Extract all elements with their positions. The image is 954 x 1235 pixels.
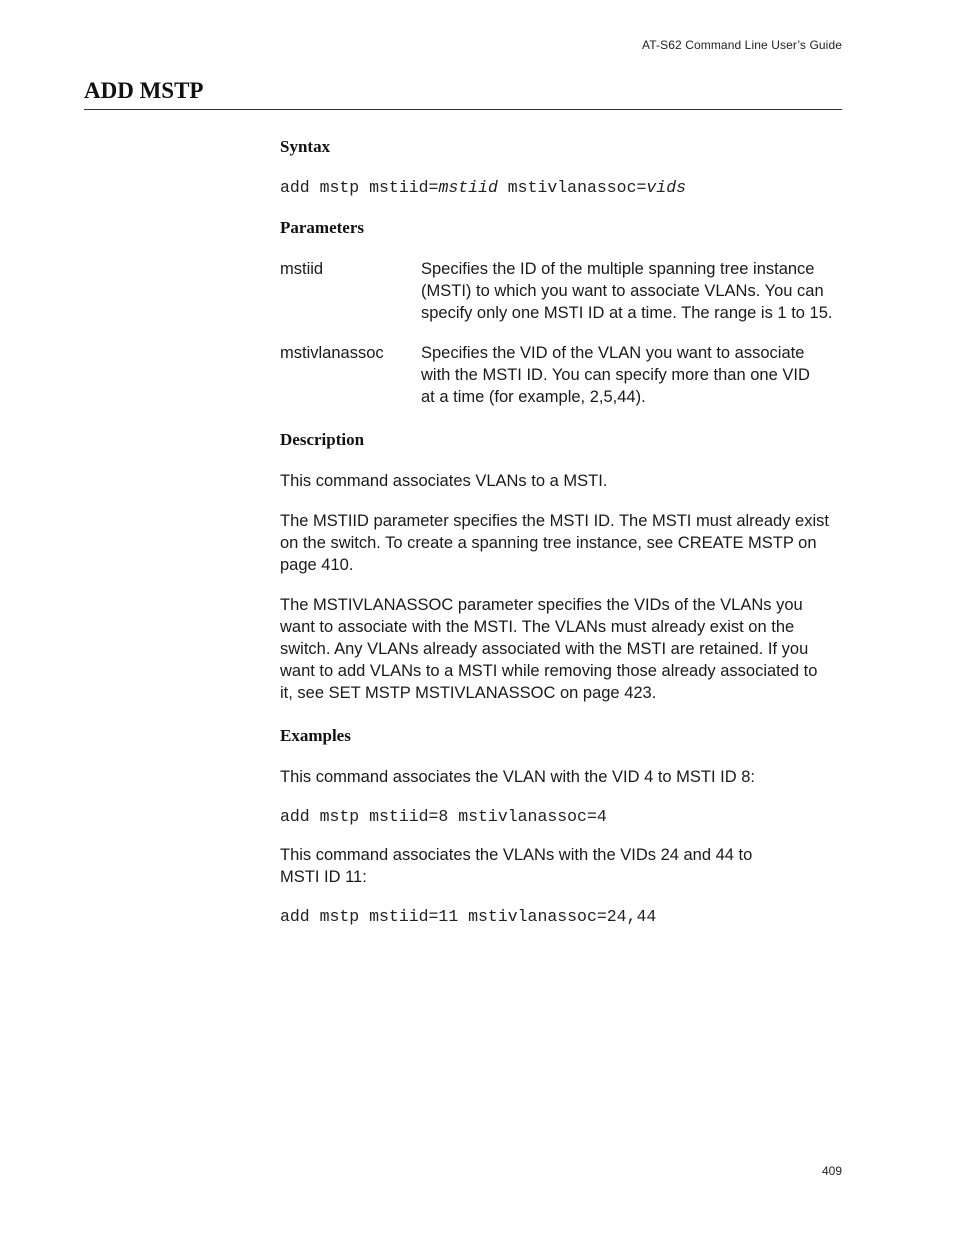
syntax-command: [280, 178, 686, 197]
syntax-arg-mstiid: mstiid: [438, 178, 498, 197]
syntax-command-prefix: add mstp mstiid=: [280, 178, 439, 197]
description-paragraph-3: [280, 594, 844, 704]
syntax-heading: Syntax: [280, 137, 331, 156]
paragraph-line: switch. Any VLANs already associated with the MSTI are retained. If you: [280, 640, 809, 658]
example-2-text: [280, 844, 844, 888]
paragraph-line: This command associates the VLANs with the VIDs 24 and 44 to: [280, 846, 753, 864]
description-paragraph-1: [280, 470, 844, 492]
param-desc-line: specify only one MSTI ID at a time. The range is 1 to 15.: [421, 304, 833, 322]
param-desc-mstivlanassoc: [421, 342, 851, 408]
param-desc-line: at a time (for example, 2,5,44).: [421, 388, 646, 406]
paragraph-line: This command associates VLANs to a MSTI.: [280, 472, 608, 490]
paragraph-line: This command associates the VLAN with the VID 4 to MSTI ID 8:: [280, 768, 756, 786]
param-desc-line: Specifies the ID of the multiple spanning tree instance: [421, 260, 815, 278]
example-1-text: [280, 766, 844, 788]
page-title: ADD MSTP: [84, 78, 204, 103]
param-desc-line: with the MSTI ID. You can specify more than one VID: [421, 366, 810, 384]
example-2-command: add mstp mstiid=11 mstivlanassoc=24,44: [280, 907, 657, 926]
page-number: 409: [821, 1164, 842, 1178]
examples-heading: Examples: [280, 726, 351, 745]
param-desc-line: Specifies the VID of the VLAN you want to associate: [421, 344, 805, 362]
param-name-mstiid: mstiid: [280, 260, 324, 278]
paragraph-line: want to add VLANs to a MSTI while removing those already associated to: [280, 662, 818, 680]
paragraph-line: The MSTIVLANASSOC parameter specifies the VIDs of the VLANs you: [280, 596, 803, 614]
example-1-command: add mstp mstiid=8 mstivlanassoc=4: [280, 807, 607, 826]
paragraph-line: it, see SET MSTP MSTIVLANASSOC on page 423.: [280, 684, 657, 702]
syntax-arg-vids: vids: [646, 178, 686, 197]
param-desc-line: (MSTI) to which you want to associate VLANs. You can: [421, 282, 824, 300]
paragraph-line: on the switch. To create a spanning tree instance, see CREATE MSTP on: [280, 534, 817, 552]
parameters-heading: Parameters: [280, 218, 365, 237]
description-heading: Description: [280, 430, 365, 449]
paragraph-line: The MSTIID parameter specifies the MSTI ID. The MSTI must already exist: [280, 512, 829, 530]
running-header: AT-S62 Command Line User’s Guide: [642, 38, 842, 52]
title-divider: [84, 109, 842, 110]
description-paragraph-2: [280, 510, 844, 576]
paragraph-line: MSTI ID 11:: [280, 868, 367, 886]
paragraph-line: want to associate with the MSTI. The VLANs must already exist on the: [280, 618, 795, 636]
param-desc-mstiid: [421, 258, 851, 324]
syntax-command-mid: mstivlanassoc=: [497, 178, 647, 197]
paragraph-line: page 410.: [280, 556, 354, 574]
param-name-mstivlanassoc: mstivlanassoc: [280, 344, 384, 362]
